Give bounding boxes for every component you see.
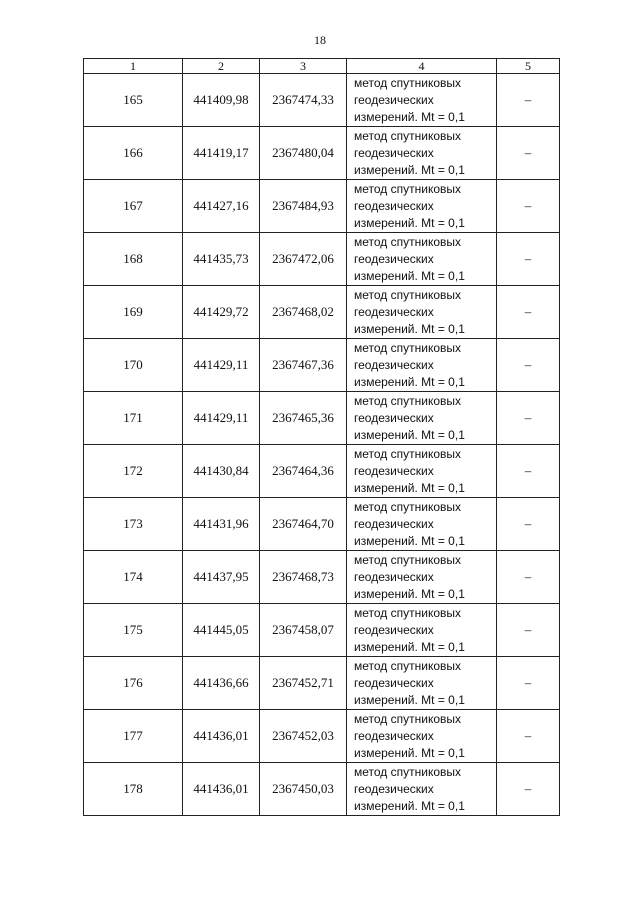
note-cell: –: [497, 551, 560, 604]
point-number-cell: 165: [84, 74, 183, 127]
method-description-line: геодезических: [354, 569, 434, 584]
column-header-2: 2: [183, 59, 260, 74]
table-row: [84, 551, 560, 604]
table-row: [84, 180, 560, 233]
y-coordinate-cell: 2367480,04: [260, 127, 347, 180]
method-description-line: метод спутниковых: [354, 75, 462, 90]
y-coordinate-cell: 2367458,07: [260, 604, 347, 657]
y-coordinate-cell: 2367468,02: [260, 286, 347, 339]
note-cell: –: [497, 339, 560, 392]
method-description-line: метод спутниковых: [354, 552, 462, 567]
table-row: [84, 445, 560, 498]
y-coordinate-cell: 2367472,06: [260, 233, 347, 286]
point-number-cell: 170: [84, 339, 183, 392]
x-coordinate-cell: 441429,72: [183, 286, 260, 339]
note-cell: –: [497, 233, 560, 286]
y-coordinate-cell: 2367465,36: [260, 392, 347, 445]
note-cell: –: [497, 180, 560, 233]
y-coordinate-cell: 2367452,71: [260, 657, 347, 710]
method-description-line: метод спутниковых: [354, 340, 462, 355]
method-description-cell: [347, 233, 497, 286]
method-description-line: геодезических: [354, 92, 434, 107]
method-description-cell: [347, 445, 497, 498]
method-description-cell: [347, 127, 497, 180]
table-row: [84, 127, 560, 180]
method-description-cell: [347, 339, 497, 392]
note-cell: –: [497, 445, 560, 498]
method-description-line: геодезических: [354, 516, 434, 531]
column-header-1: 1: [84, 59, 183, 74]
table-row: [84, 498, 560, 551]
point-number-cell: 167: [84, 180, 183, 233]
note-cell: –: [497, 392, 560, 445]
page-number: 18: [314, 33, 326, 47]
note-cell: –: [497, 657, 560, 710]
method-description-cell: [347, 498, 497, 551]
method-description-line: измерений. Mt = 0,1: [354, 215, 465, 230]
method-description-line: геодезических: [354, 198, 434, 213]
note-cell: –: [497, 286, 560, 339]
method-description-line: метод спутниковых: [354, 764, 462, 779]
point-number-cell: 172: [84, 445, 183, 498]
method-description-line: измерений. Mt = 0,1: [354, 427, 465, 442]
coordinates-table: [83, 58, 560, 816]
point-number-cell: 175: [84, 604, 183, 657]
method-description-line: метод спутниковых: [354, 658, 462, 673]
point-number-cell: 169: [84, 286, 183, 339]
point-number-cell: 168: [84, 233, 183, 286]
column-header-3: 3: [260, 59, 347, 74]
x-coordinate-cell: 441445,05: [183, 604, 260, 657]
y-coordinate-cell: 2367484,93: [260, 180, 347, 233]
note-cell: –: [497, 763, 560, 816]
method-description-cell: [347, 710, 497, 763]
method-description-line: геодезических: [354, 622, 434, 637]
y-coordinate-cell: 2367450,03: [260, 763, 347, 816]
x-coordinate-cell: 441430,84: [183, 445, 260, 498]
method-description-line: измерений. Mt = 0,1: [354, 692, 465, 707]
table-row: [84, 392, 560, 445]
point-number-cell: 174: [84, 551, 183, 604]
method-description-line: измерений. Mt = 0,1: [354, 109, 465, 124]
y-coordinate-cell: 2367468,73: [260, 551, 347, 604]
method-description-line: геодезических: [354, 410, 434, 425]
method-description-line: метод спутниковых: [354, 287, 462, 302]
x-coordinate-cell: 441431,96: [183, 498, 260, 551]
y-coordinate-cell: 2367452,03: [260, 710, 347, 763]
y-coordinate-cell: 2367464,70: [260, 498, 347, 551]
x-coordinate-cell: 441427,16: [183, 180, 260, 233]
method-description-line: измерений. Mt = 0,1: [354, 480, 465, 495]
x-coordinate-cell: 441409,98: [183, 74, 260, 127]
column-header-5: 5: [497, 59, 560, 74]
column-header-4: 4: [347, 59, 497, 74]
method-description-cell: [347, 392, 497, 445]
y-coordinate-cell: 2367467,36: [260, 339, 347, 392]
method-description-line: измерений. Mt = 0,1: [354, 586, 465, 601]
point-number-cell: 176: [84, 657, 183, 710]
method-description-cell: [347, 551, 497, 604]
method-description-line: измерений. Mt = 0,1: [354, 639, 465, 654]
method-description-cell: [347, 657, 497, 710]
method-description-line: геодезических: [354, 728, 434, 743]
table-row: [84, 604, 560, 657]
note-cell: –: [497, 604, 560, 657]
method-description-line: геодезических: [354, 675, 434, 690]
table-row: [84, 339, 560, 392]
method-description-line: геодезических: [354, 251, 434, 266]
table-row: [84, 763, 560, 816]
note-cell: –: [497, 710, 560, 763]
method-description-cell: [347, 604, 497, 657]
x-coordinate-cell: 441436,01: [183, 763, 260, 816]
x-coordinate-cell: 441436,01: [183, 710, 260, 763]
table-row: [84, 710, 560, 763]
method-description-line: геодезических: [354, 463, 434, 478]
method-description-line: метод спутниковых: [354, 128, 462, 143]
method-description-line: геодезических: [354, 304, 434, 319]
point-number-cell: 166: [84, 127, 183, 180]
point-number-cell: 177: [84, 710, 183, 763]
method-description-line: измерений. Mt = 0,1: [354, 321, 465, 336]
y-coordinate-cell: 2367464,36: [260, 445, 347, 498]
method-description-line: метод спутниковых: [354, 393, 462, 408]
method-description-line: метод спутниковых: [354, 446, 462, 461]
table-row: [84, 286, 560, 339]
method-description-line: измерений. Mt = 0,1: [354, 745, 465, 760]
method-description-line: измерений. Mt = 0,1: [354, 268, 465, 283]
method-description-line: геодезических: [354, 357, 434, 372]
method-description-cell: [347, 763, 497, 816]
note-cell: –: [497, 74, 560, 127]
y-coordinate-cell: 2367474,33: [260, 74, 347, 127]
note-cell: –: [497, 127, 560, 180]
x-coordinate-cell: 441435,73: [183, 233, 260, 286]
method-description-line: метод спутниковых: [354, 181, 462, 196]
point-number-cell: 173: [84, 498, 183, 551]
method-description-line: геодезических: [354, 781, 434, 796]
method-description-line: измерений. Mt = 0,1: [354, 533, 465, 548]
point-number-cell: 178: [84, 763, 183, 816]
x-coordinate-cell: 441436,66: [183, 657, 260, 710]
note-cell: –: [497, 498, 560, 551]
table-header-row: [84, 59, 560, 74]
method-description-line: метод спутниковых: [354, 499, 462, 514]
point-number-cell: 171: [84, 392, 183, 445]
table-row: [84, 657, 560, 710]
x-coordinate-cell: 441437,95: [183, 551, 260, 604]
method-description-cell: [347, 286, 497, 339]
x-coordinate-cell: 441419,17: [183, 127, 260, 180]
method-description-cell: [347, 74, 497, 127]
table-row: [84, 233, 560, 286]
method-description-line: измерений. Mt = 0,1: [354, 374, 465, 389]
method-description-line: измерений. Mt = 0,1: [354, 798, 465, 813]
method-description-line: геодезических: [354, 145, 434, 160]
method-description-cell: [347, 180, 497, 233]
x-coordinate-cell: 441429,11: [183, 392, 260, 445]
table-row: [84, 74, 560, 127]
method-description-line: метод спутниковых: [354, 234, 462, 249]
method-description-line: измерений. Mt = 0,1: [354, 162, 465, 177]
method-description-line: метод спутниковых: [354, 605, 462, 620]
x-coordinate-cell: 441429,11: [183, 339, 260, 392]
method-description-line: метод спутниковых: [354, 711, 462, 726]
